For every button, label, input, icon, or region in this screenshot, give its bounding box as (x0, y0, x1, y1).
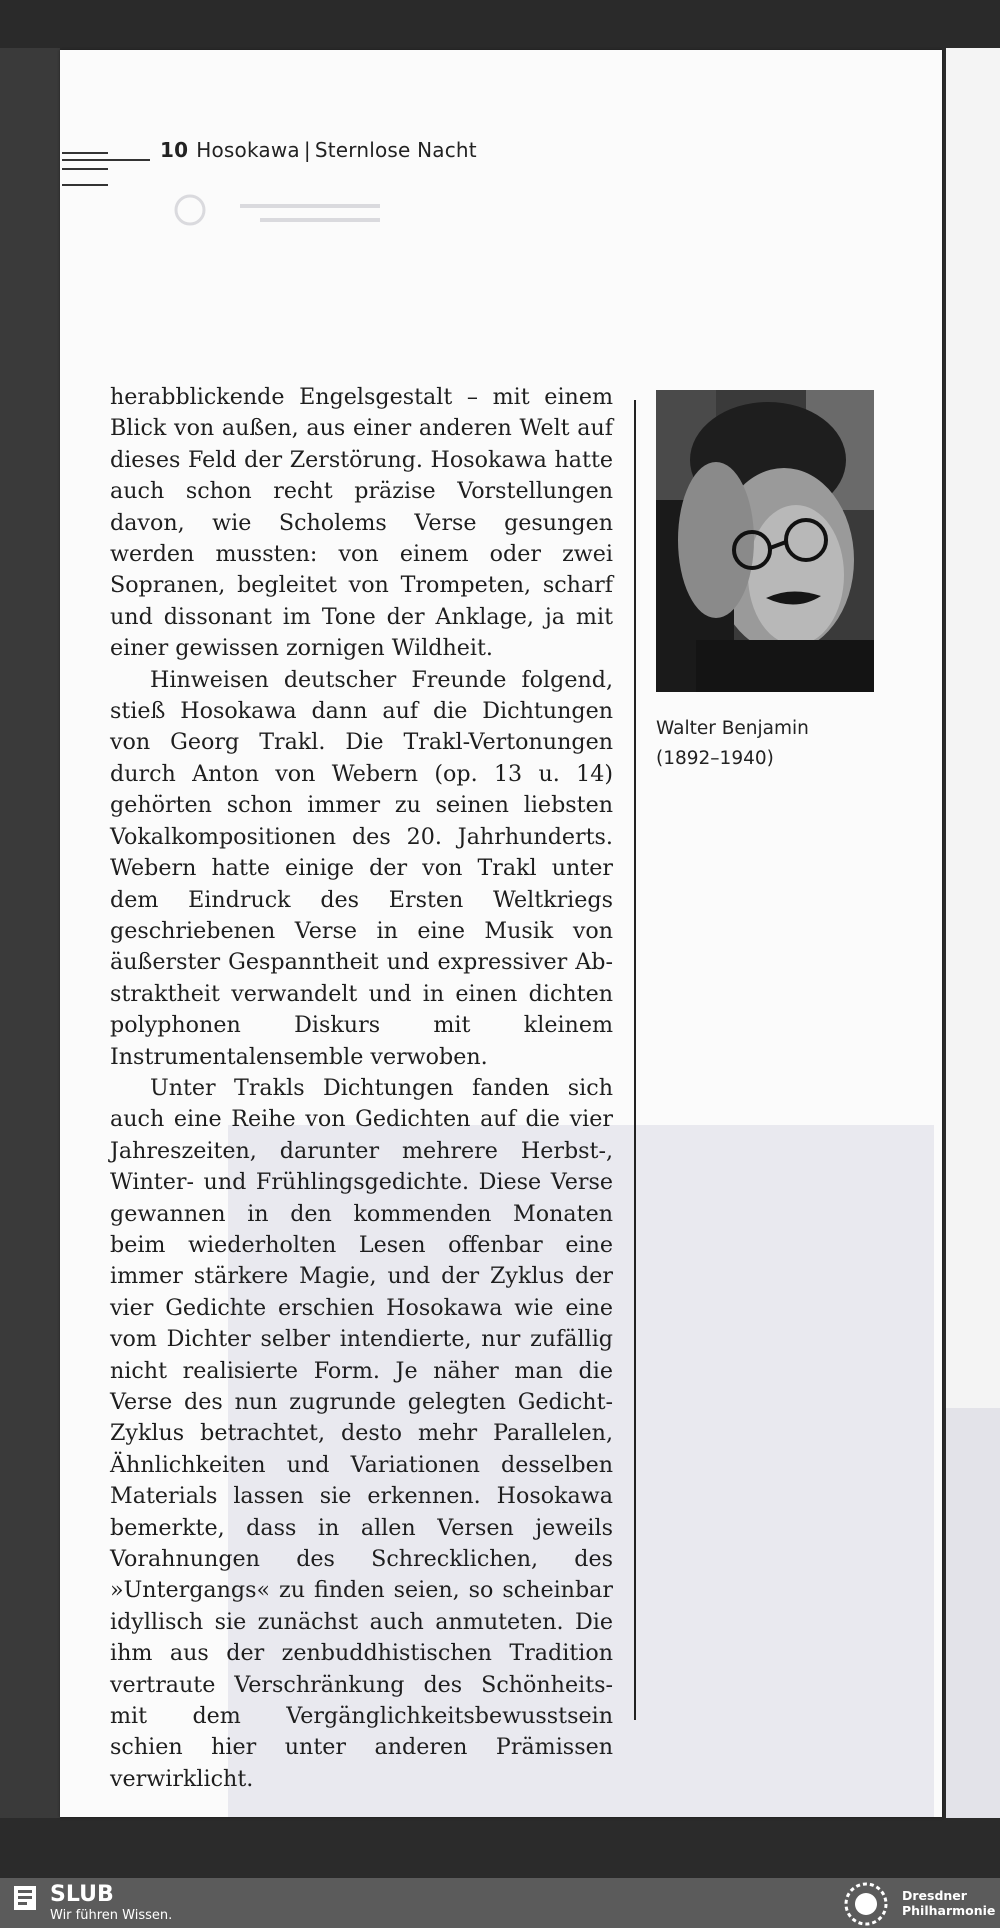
page-number: 10 (160, 138, 189, 162)
caption-name: Walter Benjamin (656, 718, 809, 739)
margin-mark (62, 184, 108, 186)
header-composer: Hosokawa (196, 138, 300, 162)
margin-mark (62, 168, 108, 170)
photo-caption (656, 714, 876, 774)
adjacent-page-edge (946, 48, 1000, 1818)
philharmonie-line2: Philharmonie (902, 1903, 996, 1918)
scan-background-left (0, 48, 60, 1818)
scan-background-top (0, 0, 1000, 48)
adjacent-page-tint (946, 1408, 1000, 1818)
body-paragraph: Hinweisen deutscher Freunde folgend, stieß Hosokawa dann auf die Dichtungen von Georg Trakl. Die Trakl-Vertonungen durch Anton von Webern (op. 13 u. 14) gehörten schon immer zu seinen liebsten Vokalkompositionen des 20. Jahrhunderts. Webern hatte einige der von Trakl unter dem Eindruck des Ersten Weltkriegs geschriebenen Verse in eine Musik von äußerster Gespanntheit und expressiver Abstraktheit verwandelt und in einen dichten polyphonen Diskurs mit kleinem Instrumentalensemble verwoben. (110, 666, 613, 1070)
header-work-title: Sternlose Nacht (314, 138, 477, 162)
slub-name: SLUB (50, 1882, 114, 1907)
slub-tagline: Wir führen Wissen. (50, 1908, 173, 1923)
running-header (160, 138, 477, 162)
philharmonie-name (902, 1888, 995, 1918)
philharmonie-line1: Dresdner (902, 1888, 967, 1903)
article-body (110, 382, 613, 1795)
body-paragraph: Unter Trakls Dichtungen fanden sich auch eine Reihe von Gedichten auf die vier Jahreszeiten, darunter mehrere Herbst-, Winter- und Frühlingsgedichte. Diese Verse gewannen in den kommenden Monaten beim wiederholten Lesen offenbar eine immer stärkere Magie, und der Zyklus der vier Gedichte erschien Hosokawa wie eine vom Dichter selber intendierte, nur zufällig nicht realisierte Form. Je näher man die Verse des nun zugrunde gelegten Gedicht-Zyklus betrachtet, desto mehr Parallelen, Ähnlichkeiten und Variationen desselben Materials lassen sie erkennen. Hosokawa bemerkte, dass in allen Versen jeweils Vorahnungen des Schrecklichen, des »Untergangs« zu finden seien, so scheinbar idyllisch sie zunächst auch anmuteten. Die ihm aus der zenbuddhistischen Tradition vertraute Verschränkung des Schönheits- mit dem Vergänglichkeitsbewusstsein schien hier unter anderen Prämissen verwirklicht. (110, 1074, 613, 1792)
slub-logo-icon (14, 1886, 36, 1910)
caption-years: (1892–1940) (656, 748, 774, 769)
philharmonie-logo-icon (840, 1881, 892, 1927)
show-through-logo (160, 190, 380, 230)
margin-mark (62, 152, 108, 154)
portrait-photo (656, 390, 874, 692)
column-divider (634, 400, 636, 1720)
footer-bar (0, 1878, 1000, 1928)
body-paragraph: herabblickende Engelsgestalt – mit einem Blick von außen, aus einer anderen Welt auf dieses Feld der Zerstörung. Hosokawa hatte auch schon recht präzise Vorstellungen davon, wie Scholems Verse gesungen werden mussten: von einem oder zwei Sopranen, begleitet von Trompeten, scharf und dissonant im Tone der Anklage, ja mit einer gewissen zornigen Wildheit. (110, 384, 613, 662)
header-separator: | (303, 138, 311, 162)
margin-marks (62, 152, 108, 200)
portrait-illustration (656, 390, 874, 692)
